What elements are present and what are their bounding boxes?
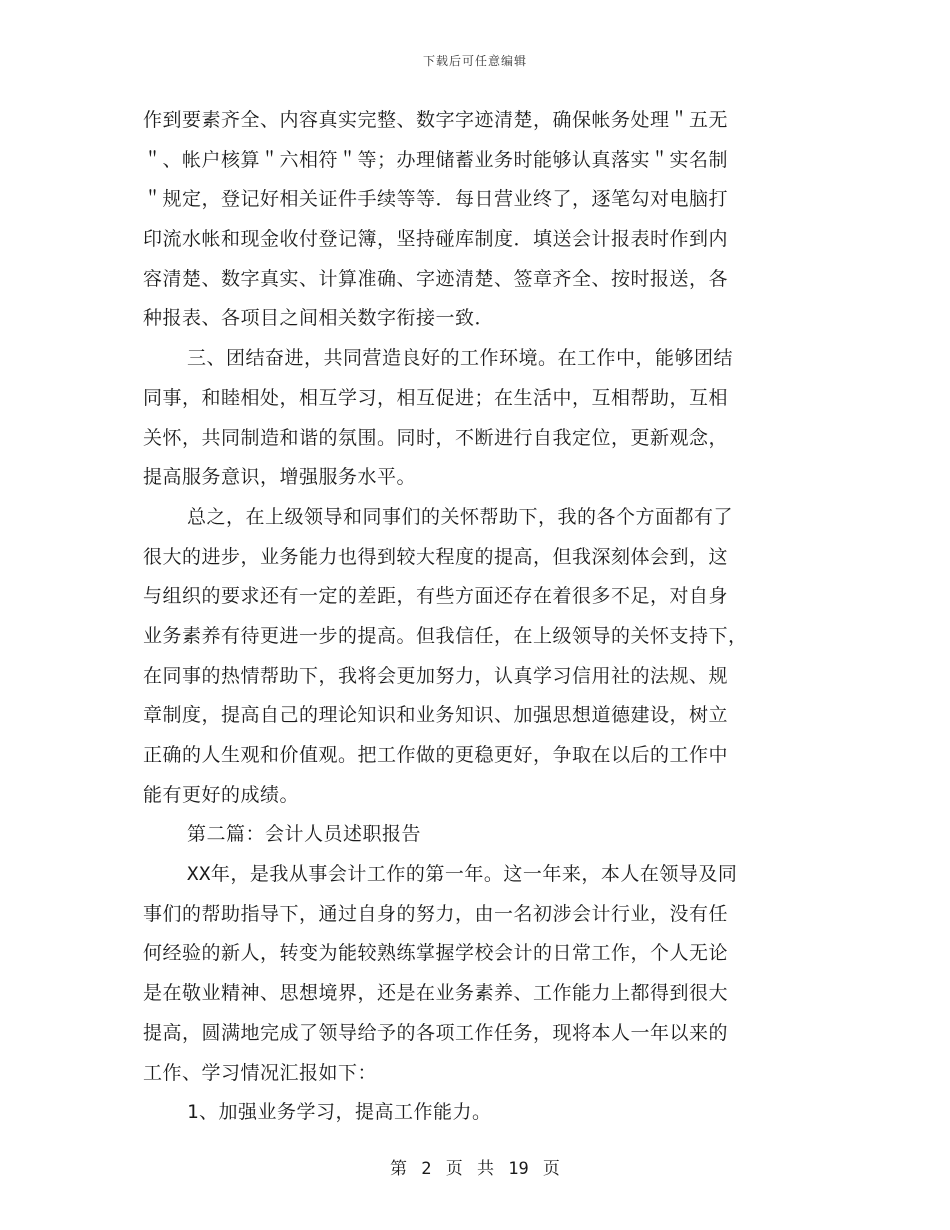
text-line: 业务素养有待更进一步的提高。但我信任，在上级领导的关怀支持下， xyxy=(143,624,748,647)
page-header: 下载后可任意编辑 xyxy=(422,54,527,68)
text-line: 提高，圆满地完成了领导给予的各项工作任务，现将本人一年以来的 xyxy=(143,1021,729,1044)
text-line: 提高服务意识，增强服务水平。 xyxy=(143,466,417,489)
text-line: 能有更好的成绩。 xyxy=(143,783,300,806)
text-line: 章制度，提高自己的理论知识和业务知识、加强思想道德建设，树立 xyxy=(143,704,729,727)
text-line: 正确的人生观和价值观。把工作做的更稳更好，争取在以后的工作中 xyxy=(143,744,729,766)
text-line: ＂、帐户核算＂六相符＂等；办理储蓄业务时能够认真落实＂实名制 xyxy=(143,148,729,171)
text-line: 总之，在上级领导和同事们的关怀帮助下，我的各个方面都有了 xyxy=(187,505,734,528)
text-line: 第二篇：会计人员述职报告 xyxy=(187,823,422,846)
text-line: 在同事的热情帮助下，我将会更加努力，认真学习信用社的法规、规 xyxy=(143,664,729,687)
page-number-footer: 第 2 页 共 19 页 xyxy=(390,1159,560,1179)
text-line: 作到要素齐全、内容真实完整、数字字迹清楚，确保帐务处理＂五无 xyxy=(143,109,729,131)
text-line: 三、团结奋进，共同营造良好的工作环境。在工作中，能够团结 xyxy=(187,347,734,370)
text-line: 1、加强业务学习，提高工作能力。 xyxy=(187,1101,492,1124)
text-line: 关怀，共同制造和谐的氛围。同时，不断进行自我定位，更新观念， xyxy=(143,426,729,449)
text-line: 印流水帐和现金收付登记簿，坚持碰库制度．填送会计报表时作到内 xyxy=(143,228,729,251)
text-line: 工作、学习情况汇报如下： xyxy=(143,1061,378,1084)
text-line: 与组织的要求还有一定的差距，有些方面还存在着很多不足，对自身 xyxy=(143,585,729,608)
text-line: 容清楚、数字真实、计算准确、字迹清楚、签章齐全、按时报送，各 xyxy=(143,267,729,290)
text-line: 事们的帮助指导下，通过自身的努力，由一名初涉会计行业，没有任 xyxy=(143,902,729,925)
text-line: 是在敬业精神、思想境界，还是在业务素养、工作能力上都得到很大 xyxy=(143,982,729,1005)
text-line: 何经验的新人，转变为能较熟练掌握学校会计的日常工作，个人无论 xyxy=(143,942,729,965)
text-line: XX年，是我从事会计工作的第一年。这一年来，本人在领导及同 xyxy=(187,863,738,886)
document-body xyxy=(143,101,808,1133)
text-line: 同事，和睦相处，相互学习，相互促进；在生活中，互相帮助，互相 xyxy=(143,386,729,409)
text-line: 很大的进步，业务能力也得到较大程度的提高，但我深刻体会到，这 xyxy=(143,545,729,568)
text-line: ＂规定，登记好相关证件手续等等．每日营业终了，逐笔勾对电脑打 xyxy=(143,188,729,211)
text-line: 种报表、各项目之间相关数字衔接一致． xyxy=(143,307,495,330)
